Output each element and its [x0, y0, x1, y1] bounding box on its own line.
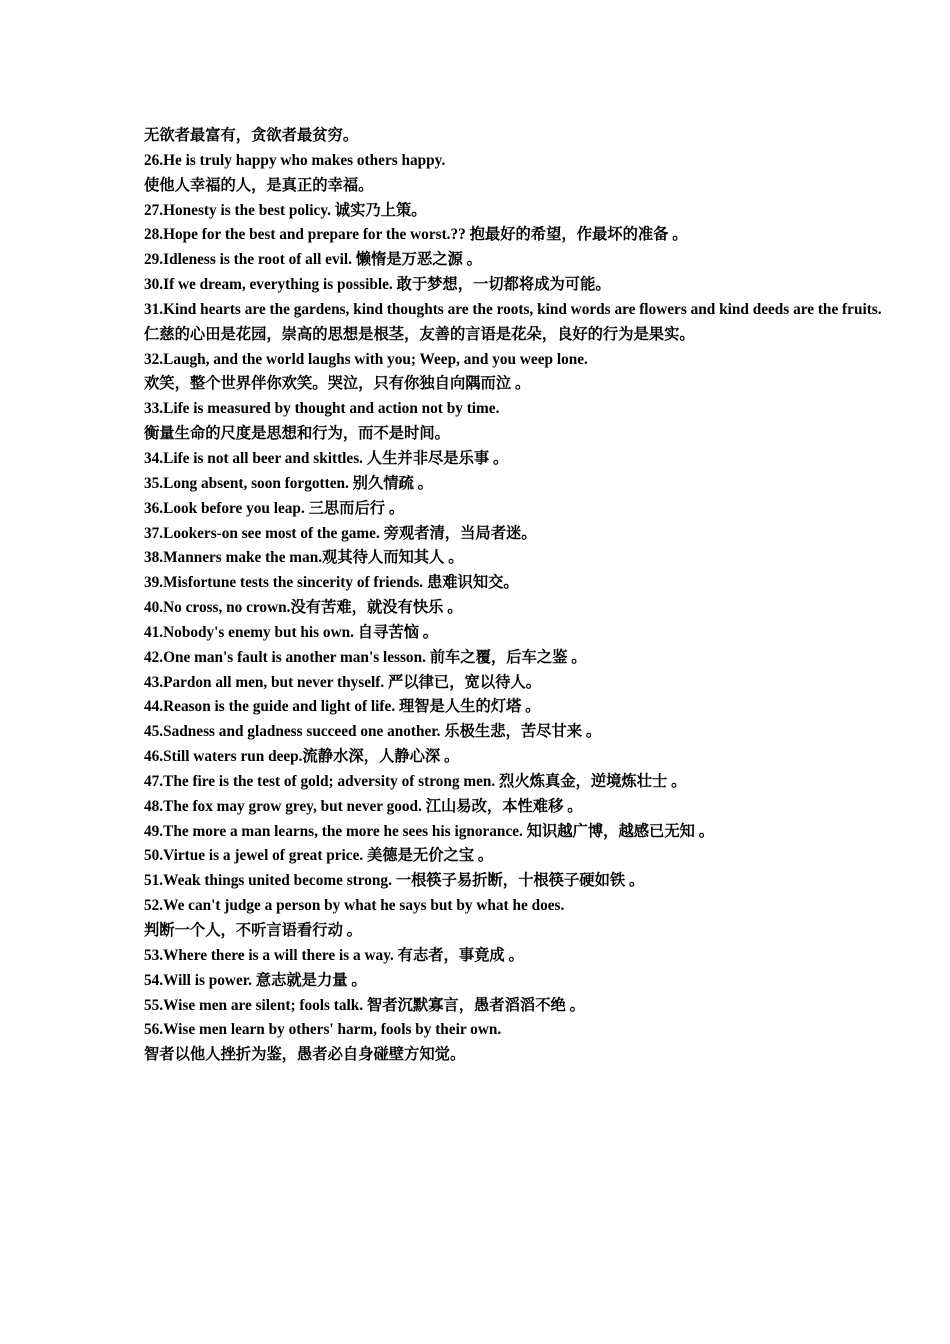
text-line: 56.Wise men learn by others' harm, fools by their own.	[144, 1021, 502, 1039]
text-line: 38.Manners make the man.观其待人而知其人 。	[144, 549, 464, 567]
text-line: 衡量生命的尺度是思想和行为，而不是时间。	[144, 425, 450, 443]
text-line: 智者以他人挫折为鉴，愚者必自身碰壁方知觉。	[144, 1046, 466, 1064]
text-line: 无欲者最富有，贪欲者最贫穷。	[144, 127, 359, 144]
text-line: 43.Pardon all men, but never thyself. 严以律已，宽以待人。	[144, 673, 542, 691]
text-line: 30.If we dream, everything is possible. 敢于梦想，一切都将成为可能。	[144, 276, 611, 294]
text-line: 51.Weak things united become strong. 一根筷子易折断，十根筷子硬如铁 。	[144, 872, 645, 890]
text-line: 55.Wise men are silent; fools talk. 智者沉默寡言，愚者滔滔不绝 。	[144, 996, 585, 1014]
text-line: 39.Misfortune tests the sincerity of friends. 患难识知交。	[144, 574, 519, 592]
text-line: 欢笑，整个世界伴你欢笑。哭泣，只有你独自向隅而泣 。	[144, 375, 531, 393]
text-line: 35.Long absent, soon forgotten. 别久情疏 。	[144, 474, 433, 492]
text-line: 49.The more a man learns, the more he sees his ignorance. 知识越广博，越感已无知 。	[144, 822, 715, 840]
text-line: 44.Reason is the guide and light of life. 理智是人生的灯塔 。	[144, 698, 541, 716]
text-line: 52.We can't judge a person by what he says but by what he does.	[144, 897, 565, 915]
text-line: 36.Look before you leap. 三思而后行 。	[144, 499, 405, 517]
text-line: 50.Virtue is a jewel of great price. 美德是无价之宝 。	[144, 847, 494, 865]
text-line: 37.Lookers-on see most of the game. 旁观者清，当局者迷。	[144, 524, 537, 542]
proverb-list	[144, 124, 950, 1068]
text-line: 使他人幸福的人，是真正的幸福。	[144, 176, 374, 194]
text-line: 54.Will is power. 意志就是力量 。	[144, 971, 367, 989]
text-line: 34.Life is not all beer and skittles. 人生并非尽是乐事 。	[144, 449, 509, 467]
text-line: 27.Honesty is the best policy. 诚实乃上策。	[144, 201, 427, 219]
text-line: 26.He is truly happy who makes others happy.	[144, 151, 446, 169]
text-line: 判断一个人，不听言语看行动 。	[144, 922, 362, 939]
text-line: 41.Nobody's enemy but his own. 自寻苦恼 。	[144, 623, 439, 641]
text-line: 47.The fire is the test of gold; adversity of strong men. 烈火炼真金，逆境炼壮士 。	[144, 772, 687, 790]
text-line: 42.One man's fault is another man's lesson. 前车之覆，后车之鉴 。	[144, 648, 587, 666]
text-line: 53.Where there is a will there is a way. 有志者，事竟成 。	[144, 946, 524, 964]
text-line: 45.Sadness and gladness succeed one another. 乐极生悲，苦尽甘来 。	[144, 723, 602, 741]
text-line: 48.The fox may grow grey, but never good. 江山易改，本性难移 。	[144, 797, 583, 815]
text-line: 46.Still waters run deep.流静水深，人静心深 。	[144, 748, 460, 766]
text-line: 31.Kind hearts are the gardens, kind thoughts are the roots, kind words are flowers and kind deeds are the fruits.	[144, 300, 882, 318]
text-line: 40.No cross, no crown.没有苦难，就没有快乐 。	[144, 599, 463, 617]
text-line: 29.Idleness is the root of all evil. 懒惰是万恶之源 。	[144, 251, 482, 269]
text-line: 仁慈的心田是花园，崇高的思想是根茎，友善的言语是花朵，良好的行为是果实。	[144, 325, 695, 343]
text-line: 33.Life is measured by thought and action not by time.	[144, 400, 500, 418]
text-line: 32.Laugh, and the world laughs with you; Weep, and you weep lone.	[144, 350, 588, 368]
text-line: 28.Hope for the best and prepare for the worst.?? 抱最好的希望，作最坏的准备 。	[144, 226, 688, 244]
